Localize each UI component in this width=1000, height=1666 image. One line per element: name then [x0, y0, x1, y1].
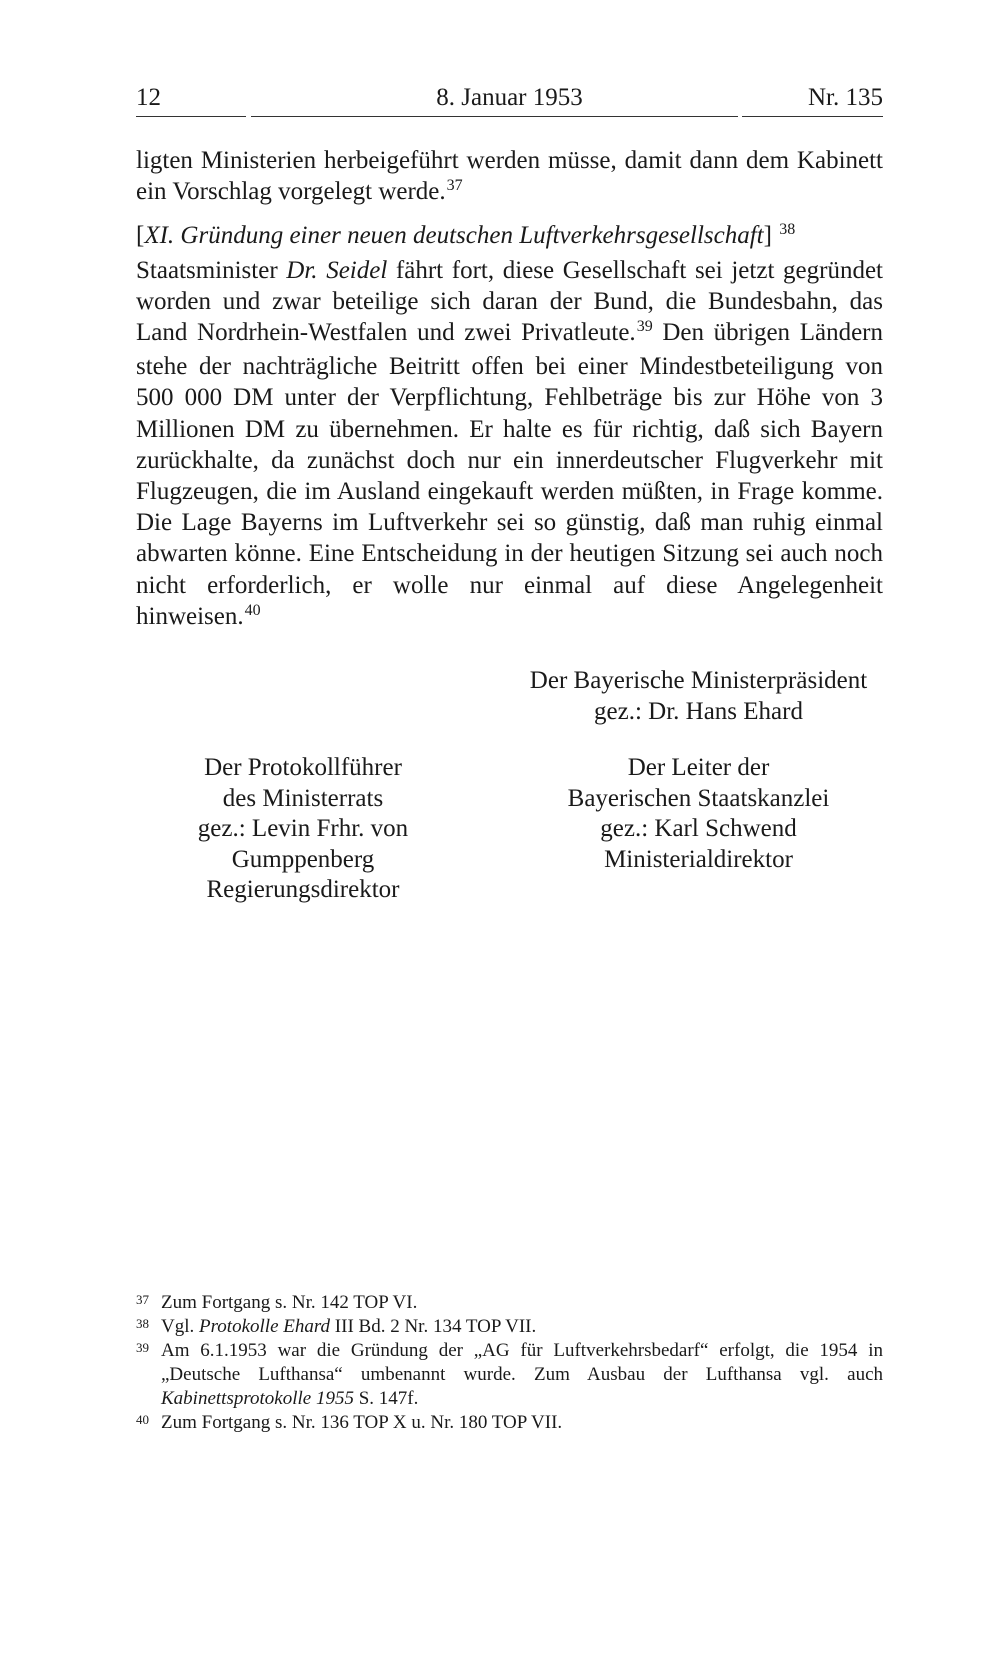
document-number: Nr. 135	[808, 84, 883, 111]
footnote-text-post: S. 147f.	[353, 1388, 419, 1409]
signature-rank: Ministerialdirektor	[604, 845, 793, 873]
footnote-text-post: III Bd. 2 Nr. 134 TOP VII.	[330, 1316, 537, 1337]
page-content	[136, 80, 883, 906]
footnote-citation: Kabinettsprotokolle 1955	[161, 1388, 354, 1409]
signature-name: gez.: Dr. Hans Ehard	[594, 698, 803, 726]
footnote-37	[136, 1291, 883, 1315]
paragraph-2	[136, 255, 883, 635]
section-close-bracket: ]	[763, 222, 772, 250]
speaker-name: Dr. Seidel	[286, 256, 388, 284]
signature-subtitle: des Ministerrats	[222, 784, 384, 812]
header-rule	[136, 116, 883, 117]
signature-chancellery-head	[521, 753, 876, 906]
header-date: 8. Januar 1953	[436, 84, 583, 111]
footnote-text-pre: Am 6.1.1953 war die Gründung der „AG für Luftverkehrsbedarf“ erfolgt, die 1954 in „Deutsche Lufthansa“ umbenannt wurde. Zum Ausbau der Lufthansa vgl. auch	[161, 1340, 883, 1385]
page-number: 12	[136, 84, 161, 111]
footnote-ref-37: 37	[446, 177, 463, 195]
signature-title: Der Protokollführer	[204, 754, 402, 782]
footnotes	[136, 1291, 883, 1435]
footnote-text: Zum Fortgang s. Nr. 142 TOP VI.	[161, 1292, 418, 1313]
signature-subtitle: Bayerischen Staatskanzlei	[567, 784, 830, 812]
signature-protocol-keeper	[128, 753, 478, 906]
footnote-39	[136, 1339, 883, 1411]
section-title: XI. Gründung einer neuen deutschen Luftverkehrsgesellschaft	[144, 222, 764, 250]
signature-rank: Regierungsdirektor	[206, 876, 400, 904]
section-heading	[136, 220, 883, 254]
paragraph-2-part2: fährt fort, diese Gesellschaft sei jetzt gegründet worden und zwar beteilige sich daran der Bund, die Bundesbahn, das Land Nordrhein-Westfalen und zwei Privatleute.	[136, 256, 883, 347]
running-head	[136, 80, 883, 116]
signature-title: Der Leiter der	[627, 754, 770, 782]
signature-name: gez.: Levin Frhr. von Gumppenberg	[197, 815, 409, 873]
footnote-number: 40	[136, 1412, 149, 1427]
footnote-number: 37	[136, 1292, 149, 1307]
paragraph-1	[136, 145, 883, 210]
body-text	[136, 145, 883, 635]
signature-row	[136, 753, 883, 906]
footnote-text-pre: Vgl.	[161, 1316, 199, 1337]
paragraph-1-text: ligten Ministerien herbeigeführt werden müsse, damit dann dem Kabinett ein Vorschlag vorgelegt werde.	[136, 147, 883, 206]
footnote-number: 38	[136, 1316, 149, 1331]
footnote-40	[136, 1411, 883, 1435]
signature-name: gez.: Karl Schwend	[600, 815, 797, 843]
paragraph-2-part3: Den übrigen Ländern stehe der nachträgliche Beitritt offen bei einer Mindestbeteiligung von 500 000 DM unter der Verpflichtung, Fehlbeträge bis zur Höhe von 3 Millionen DM zu übernehmen. Er halte es für richtig, daß sich Bayern zurückhalte, da zunächst doch nur ein innerdeutscher Flugverkehr mit Flugzeugen, die im Ausland eingekauft werden müßten, in Frage komme. Die Lage Bayerns im Luftverkehr sei so günstig, daß man ruhig einmal abwarten könne. Eine Entscheidung in der heutigen Sitzung sei auch noch nicht erforderlich, er wolle nur einmal auf diese Angelegenheit hinweisen.	[136, 319, 883, 630]
signature-title: Der Bayerische Ministerpräsident	[529, 667, 868, 695]
footnote-ref-38: 38	[779, 221, 796, 239]
footnote-citation: Protokolle Ehard	[199, 1316, 331, 1337]
paragraph-2-part1: Staatsminister	[136, 256, 287, 284]
footnote-text: Zum Fortgang s. Nr. 136 TOP X u. Nr. 180 TOP VII.	[161, 1412, 563, 1433]
footnote-38	[136, 1315, 883, 1339]
footnote-ref-39: 39	[636, 318, 653, 336]
signature-minister-president	[521, 665, 876, 727]
footnote-number: 39	[136, 1340, 149, 1355]
footnote-ref-40: 40	[244, 601, 261, 619]
section-open-bracket: [	[136, 222, 145, 250]
